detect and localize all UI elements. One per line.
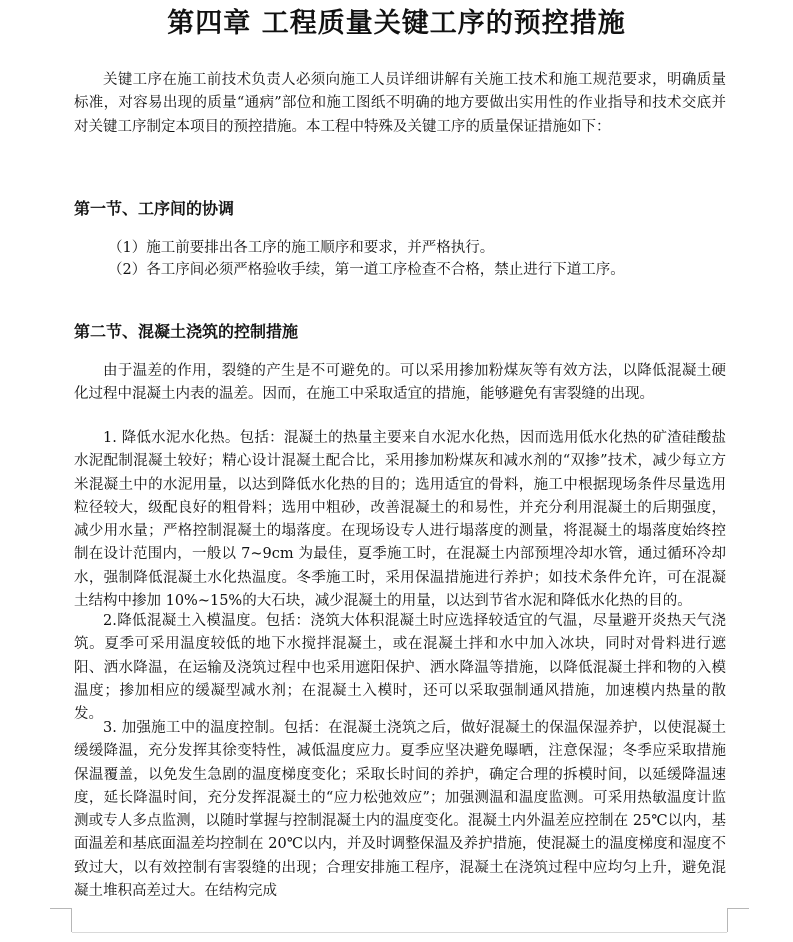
chapter-title: 第四章 工程质量关键工序的预控措施 — [167, 8, 626, 39]
section-1-heading: 第一节、工序间的协调 — [74, 199, 235, 218]
intro-paragraph: 关键工序在施工前技术负责人必须向施工人员详细讲解有关施工技术和施工规范要求，明确质量标准，对容易出现的质量“通病”部位和施工图纸不明确的地方要做出实用性的作业指导和技术交底并对关键工序制定本项目的预控措施。本工程中特殊及关键工序的质量保证措施如下： — [74, 72, 726, 135]
section-2-heading: 第二节、混凝土浇筑的控制措施 — [74, 322, 299, 341]
page-margin-corner-left — [50, 908, 72, 932]
section-1-item-1: （1）施工前要排出各工序的施工顺序和要求，并严格执行。 — [108, 240, 495, 256]
page-margin-corner-right — [727, 908, 728, 932]
page-margin-corner-left-edge — [50, 908, 72, 909]
measure-2-paragraph: 2.降低混凝土入模温度。包括：浇筑大体积混凝土时应选择较适宜的气温，尽量避开炎热天气浇筑。夏季可采用温度较低的地下水搅拌混凝土，或在混凝土拌和水中加入冰块，同时对骨料进行遮阳、洒水降温，在运输及浇筑过程中也采用遮阳保护、洒水降温等措施，以降低混凝土拌和物的入模温度；掺加相应的缓凝型减水剂；在混凝土入模时，还可以采取强制通风措施，加速模内热量的散发。 — [74, 613, 726, 723]
page-bottom-margin-line — [72, 932, 727, 933]
section-1-item-2: （2）各工序间必须严格验收手续，第一道工序检查不合格，禁止进行下道工序。 — [108, 262, 625, 278]
measure-3-paragraph: 3. 加强施工中的温度控制。包括：在混凝土浇筑之后，做好混凝土的保温保湿养护，以使混凝土缓缓降温，充分发挥其徐变特性，减低温度应力。夏季应坚决避免曝晒，注意保湿；冬季应采取措施保温覆盖，以免发生急剧的温度梯度变化；采取长时间的养护，确定合理的拆模时间，以延缓降温速度，延长降温时间，充分发挥混凝土的“应力松弛效应”；加强测温和温度监测。可采用热敏温度计监测或专人多点监测，以随时掌握与控制混凝土内的温度变化。混凝土内外温差应控制在 25℃以内，基面温差和基底面温差均控制在 20℃以内，并及时调整保温及养护措施，使混凝土的温度梯度和湿度不致过大，以有效控制有害裂缝的出现；合理安排施工程序，混凝土在浇筑过程中应均匀上升，避免混凝土堆积高差过大。在结构完成 — [74, 720, 726, 900]
section-2-intro-paragraph: 由于温差的作用，裂缝的产生是不可避免的。可以采用掺加粉煤灰等有效方法，以降低混凝土硬化过程中混凝土内表的温差。因而，在施工中采取适宜的措施，能够避免有害裂缝的出现。 — [74, 363, 726, 403]
measure-1-paragraph: 1. 降低水泥水化热。包括：混凝土的热量主要来自水泥水化热，因而选用低水化热的矿渣硅酸盐水泥配制混凝土较好；精心设计混凝土配合比，采用掺加粉煤灰和减水剂的“双掺”技术，减少每立方米混凝土中的水泥用量，以达到降低水化热的目的；选用适宜的骨料，施工中根据现场条件尽量选用粒径较大，级配良好的粗骨料；选用中粗砂，改善混凝土的和易性，并充分利用混凝土的后期强度，减少用水量；严格控制混凝土的塌落度。在现场设专人进行塌落度的测量，将混凝土的塌落度始终控制在设计范围内，一般以 7~9cm 为最佳，夏季施工时，在混凝土内部预埋冷却水管，通过循环冷却水，强制降低混凝土水化热温度。冬季施工时，采用保温措施进行养护；如技术条件允许，可在混凝土结构中掺加 10%~15%的大石块，减少混凝土的用量，以达到节省水泥和降低水化热的目的。 — [74, 430, 726, 610]
page-margin-corner-right-edge — [727, 908, 749, 909]
